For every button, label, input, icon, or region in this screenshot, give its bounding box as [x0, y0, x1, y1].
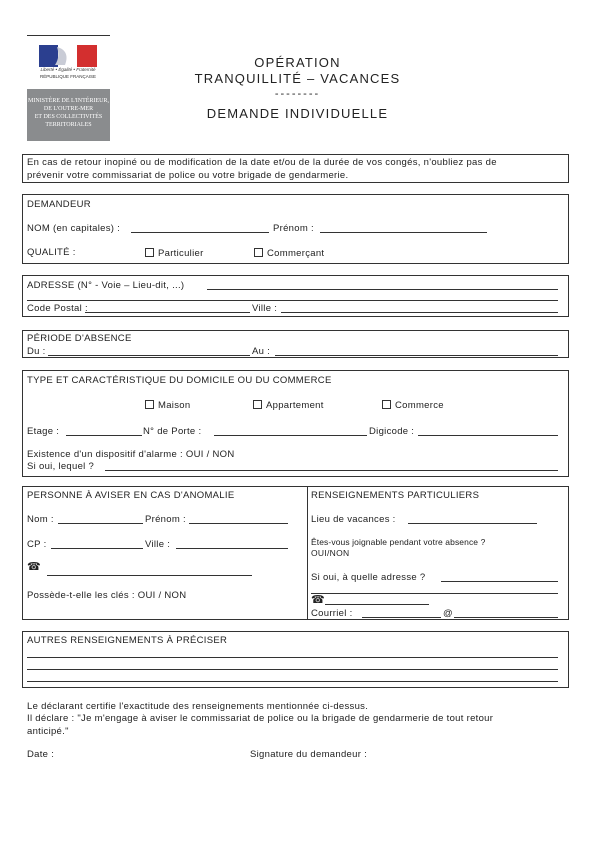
courriel-at: @	[443, 608, 453, 619]
autres-field-2[interactable]	[27, 669, 558, 670]
notice-line-2: prévenir votre commissariat de police ou votre brigade de gendarmerie.	[27, 170, 349, 181]
quelle-adresse-field[interactable]	[441, 581, 558, 582]
digicode-label: Digicode :	[369, 426, 415, 437]
personne-cp-label: CP :	[27, 539, 47, 550]
autres-field-1[interactable]	[27, 657, 558, 658]
si-oui-lequel-label: Si oui, lequel ?	[27, 461, 95, 472]
ville-field[interactable]	[281, 312, 558, 313]
personne-nom-label: Nom :	[27, 514, 54, 525]
particulier-label: Particulier	[158, 248, 204, 259]
commercant-label: Commerçant	[267, 248, 325, 259]
personne-phone-icon: ☎	[27, 561, 42, 573]
code-postal-label: Code Postal :	[27, 303, 88, 314]
personne-nom-field[interactable]	[58, 523, 143, 524]
personne-ville-field[interactable]	[176, 548, 288, 549]
signature-label: Signature du demandeur :	[250, 749, 368, 760]
notice-line-1: En cas de retour inopiné ou de modification de la date et/ou de la durée de vos congés, n'oubliez pas de	[27, 157, 497, 168]
declare-line-2: anticipé."	[27, 726, 69, 737]
joignable-oui-non: OUI/NON	[311, 548, 350, 558]
ministry-line-2: DE L'OUTRE-MER	[43, 106, 94, 112]
adresse-field-1[interactable]	[207, 289, 558, 290]
domicile-heading: TYPE ET CARACTÉRISTIQUE DU DOMICILE OU DU COMMERCE	[27, 375, 332, 386]
personne-heading: PERSONNE À AVISER EN CAS D'ANOMALIE	[27, 490, 235, 501]
no-porte-field[interactable]	[214, 435, 367, 436]
personne-cp-field[interactable]	[51, 548, 143, 549]
commerce-label: Commerce	[395, 400, 444, 411]
etage-label: Etage :	[27, 426, 60, 437]
particulier-checkbox[interactable]	[145, 248, 154, 257]
au-field[interactable]	[275, 355, 558, 356]
courriel-field-domain[interactable]	[454, 617, 558, 618]
cles-label: Possède-t-elle les clés : OUI / NON	[27, 590, 187, 601]
logo-motto: Liberté • Égalité • Fraternité	[40, 67, 96, 72]
nom-label: NOM (en capitales) :	[27, 223, 121, 234]
personne-ville-label: Ville :	[145, 539, 171, 550]
domicile-box	[22, 370, 569, 477]
digicode-field[interactable]	[418, 435, 558, 436]
declare-line-1: Il déclare : "Je m'engage à aviser le commissariat de police ou la brigade de gendarmerie de tout retour	[27, 713, 494, 724]
si-oui-lequel-field[interactable]	[105, 470, 558, 471]
title-demande: DEMANDE INDIVIDUELLE	[206, 106, 389, 121]
au-label: Au :	[252, 346, 271, 357]
lieu-vacances-field[interactable]	[408, 523, 537, 524]
appartement-label: Appartement	[266, 400, 324, 411]
nom-field[interactable]	[131, 232, 269, 233]
header-rule	[27, 35, 110, 36]
personne-phone-field[interactable]	[47, 575, 252, 576]
title-tranquillite: TRANQUILLITÉ – VACANCES	[194, 71, 401, 86]
alarme-label: Existence d'un dispositif d'alarme : OUI / NON	[27, 449, 235, 460]
title-dashes: --------	[274, 88, 321, 100]
appartement-checkbox[interactable]	[253, 400, 262, 409]
date-label: Date :	[27, 749, 55, 760]
no-porte-label: N° de Porte :	[143, 426, 202, 437]
ministry-line-4: TERRITORIALES	[45, 122, 92, 128]
personne-prenom-field[interactable]	[189, 523, 288, 524]
commercant-checkbox[interactable]	[254, 248, 263, 257]
renseignements-phone-icon: ☎	[311, 594, 326, 606]
du-field[interactable]	[48, 355, 250, 356]
personne-prenom-label: Prénom :	[145, 514, 186, 525]
ministry-line-1: MINISTÈRE DE L'INTÉRIEUR,	[28, 98, 109, 104]
quelle-adresse-field-2[interactable]	[311, 593, 558, 594]
demandeur-heading: DEMANDEUR	[27, 199, 91, 210]
autres-heading: AUTRES RENSEIGNEMENTS À PRÉCISER	[27, 635, 228, 646]
maison-checkbox[interactable]	[145, 400, 154, 409]
autres-field-3[interactable]	[27, 681, 558, 682]
etage-field[interactable]	[66, 435, 142, 436]
maison-label: Maison	[158, 400, 191, 411]
adresse-label: ADRESSE (N° - Voie – Lieu-dit, ...)	[27, 280, 185, 291]
code-postal-field[interactable]	[85, 312, 250, 313]
courriel-field-user[interactable]	[362, 617, 441, 618]
courriel-label: Courriel :	[311, 608, 353, 619]
joignable-label: Êtes-vous joignable pendant votre absence ?	[311, 537, 486, 547]
lieu-vacances-label: Lieu de vacances :	[311, 514, 396, 525]
certifie-text: Le déclarant certifie l'exactitude des renseignements mentionnée ci-dessus.	[27, 701, 369, 712]
ministry-line-3: ET DES COLLECTIVITÉS	[34, 114, 103, 120]
commerce-checkbox[interactable]	[382, 400, 391, 409]
adresse-field-2[interactable]	[27, 300, 558, 301]
renseignements-heading: RENSEIGNEMENTS PARTICULIERS	[311, 490, 480, 501]
du-label: Du :	[27, 346, 46, 357]
qualite-label: QUALITÉ :	[27, 247, 76, 258]
quelle-adresse-label: Si oui, à quelle adresse ?	[311, 572, 426, 583]
prenom-label: Prénom :	[273, 223, 314, 234]
ville-label: Ville :	[252, 303, 278, 314]
title-operation: OPÉRATION	[254, 55, 341, 70]
periode-heading: PÉRIODE D'ABSENCE	[27, 333, 132, 344]
renseignements-phone-field[interactable]	[325, 604, 429, 605]
logo-republic: RÉPUBLIQUE FRANÇAISE	[39, 74, 96, 79]
prenom-field[interactable]	[320, 232, 487, 233]
